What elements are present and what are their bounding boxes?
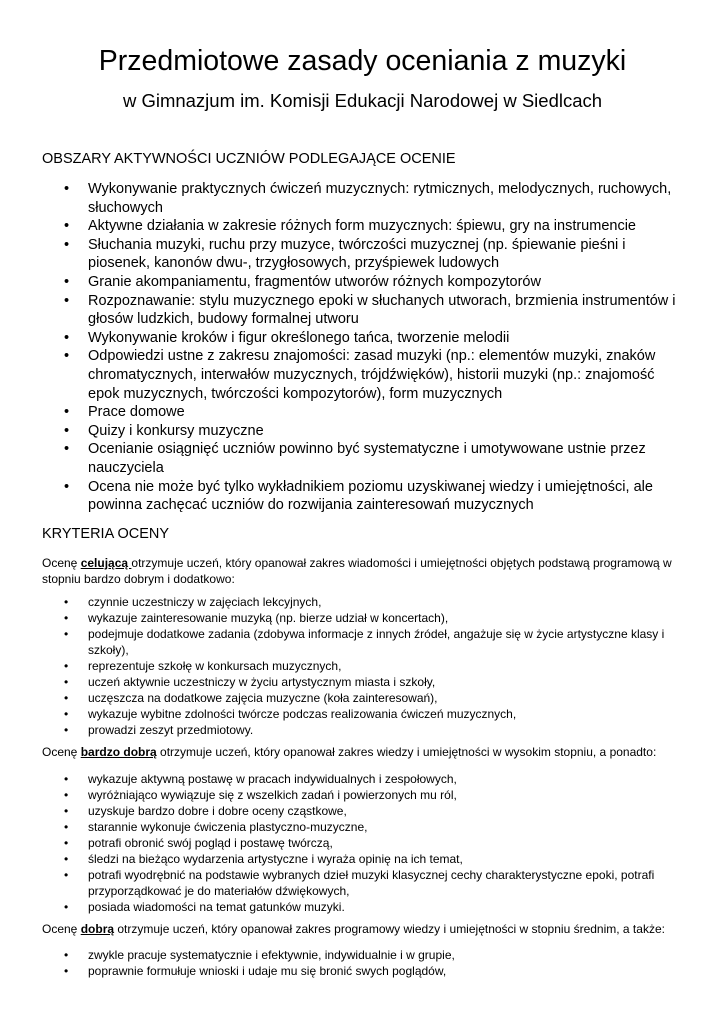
- grade-celujaca-criteria: [0, 594, 725, 738]
- list-item: • potrafi wyodrębnić na podstawie wybranych dzieł muzyki klasycznej cechy charakterystyczne epoki, potrafi przyporządkować je do materiałów dźwiękowych,: [0, 867, 725, 899]
- grade-prefix: Ocenę: [42, 922, 81, 936]
- list-item: • wykazuje aktywną postawę w pracach indywidualnych i zespołowych,: [0, 771, 725, 787]
- list-item: • Ocenianie osiągnięć uczniów powinno być systematyczne i umotywowane ustnie przez nauczyciela: [0, 440, 725, 477]
- list-item: • starannie wykonuje ćwiczenia plastyczno-muzyczne,: [0, 819, 725, 835]
- list-item: • Granie akompaniamentu, fragmentów utworów różnych kompozytorów: [0, 273, 725, 292]
- list-item: • prowadzi zeszyt przedmiotowy.: [0, 722, 725, 738]
- list-item: • uzyskuje bardzo dobre i dobre oceny cząstkowe,: [0, 803, 725, 819]
- list-item: • Wykonywanie praktycznych ćwiczeń muzycznych: rytmicznych, melodycznych, ruchowych, słuchowych: [0, 180, 725, 217]
- section-heading-kryteria: KRYTERIA OCENY: [42, 526, 170, 542]
- list-item: • Rozpoznawanie: stylu muzycznego epoki w słuchanych utworach, brzmienia instrumentów i głosów ludzkich, budowy formalnej utworu: [0, 292, 725, 329]
- list-item: • wyróżniająco wywiązuje się z wszelkich zadań i powierzonych mu ról,: [0, 787, 725, 803]
- grade-dobra-criteria: [0, 947, 725, 979]
- grade-description: otrzymuje uczeń, który opanował zakres programowy wiedzy i umiejętności w stopniu średnim, a także:: [114, 922, 665, 936]
- list-item: • Odpowiedzi ustne z zakresu znajomości: zasad muzyki (np.: elementów muzyki, znaków chromatycznych, interwałów muzycznych, trójdźwięków), historii muzyki (np.: znajomość epok muzycznych, twórczości kompozytorów), form muzycznych: [0, 347, 725, 403]
- list-item: • śledzi na bieżąco wydarzenia artystyczne i wyraża opinię na ich temat,: [0, 851, 725, 867]
- grade-prefix: Ocenę: [42, 745, 81, 759]
- list-item: • Quizy i konkursy muzyczne: [0, 422, 725, 441]
- list-item: • Aktywne działania w zakresie różnych form muzycznych: śpiewu, gry na instrumencie: [0, 217, 725, 236]
- grade-bardzo-dobra-criteria: [0, 771, 725, 915]
- list-item: • potrafi obronić swój pogląd i postawę twórczą,: [0, 835, 725, 851]
- list-item: • reprezentuje szkołę w konkursach muzycznych,: [0, 658, 725, 674]
- document-title: Przedmiotowe zasady oceniania z muzyki: [98, 45, 627, 77]
- activity-areas-list: [0, 180, 725, 515]
- list-item: • wykazuje zainteresowanie muzyką (np. bierze udział w koncertach),: [0, 610, 725, 626]
- document-subtitle: w Gimnazjum im. Komisji Edukacji Narodowej w Siedlcach: [122, 90, 603, 111]
- grade-prefix: Ocenę: [42, 556, 81, 570]
- list-item: • zwykle pracuje systematycznie i efektywnie, indywidualnie i w grupie,: [0, 947, 725, 963]
- list-item: • uczeń aktywnie uczestniczy w życiu artystycznym miasta i szkoły,: [0, 674, 725, 690]
- list-item: • Prace domowe: [0, 403, 725, 422]
- section-heading-obszary: OBSZARY AKTYWNOŚCI UCZNIÓW PODLEGAJĄCE OCENIE: [42, 151, 456, 167]
- list-item: • poprawnie formułuje wnioski i udaje mu się bronić swych poglądów,: [0, 963, 725, 979]
- list-item: • czynnie uczestniczy w zajęciach lekcyjnych,: [0, 594, 725, 610]
- grade-name-celujaca: celującą: [80, 556, 132, 570]
- grade-bardzo-dobra-intro: [42, 744, 692, 760]
- grade-dobra-intro: [42, 921, 692, 937]
- grade-celujaca-intro: [42, 555, 692, 587]
- grade-name-bardzo-dobra: bardzo dobrą: [80, 745, 157, 759]
- grade-description: otrzymuje uczeń, który opanował zakres wiedzy i umiejętności w wysokim stopniu, a ponadto:: [156, 745, 657, 759]
- list-item: • Wykonywanie kroków i figur określonego tańca, tworzenie melodii: [0, 329, 725, 348]
- grade-name-dobra: dobrą: [80, 922, 115, 936]
- list-item: • wykazuje wybitne zdolności twórcze podczas realizowania ćwiczeń muzycznych,: [0, 706, 725, 722]
- list-item: • posiada wiadomości na temat gatunków muzyki.: [0, 899, 725, 915]
- list-item: • Słuchania muzyki, ruchu przy muzyce, twórczości muzycznej (np. śpiewanie pieśni i piosenek, kanonów dwu-, trzygłosowych, przyśpiewek ludowych: [0, 236, 725, 273]
- list-item: • podejmuje dodatkowe zadania (zdobywa informacje z innych źródeł, angażuje się w życie artystyczne klasy i szkoły),: [0, 626, 725, 658]
- list-item: • Ocena nie może być tylko wykładnikiem poziomu uzyskiwanej wiedzy i umiejętności, ale powinna zachęcać uczniów do rozwijania zainteresowań muzycznych: [0, 478, 725, 515]
- grade-description: otrzymuje uczeń, który opanował zakres wiadomości i umiejętności objętych podstawą programową w stopniu bardzo dobrym i dodatkowo:: [42, 556, 672, 586]
- list-item: • uczęszcza na dodatkowe zajęcia muzyczne (koła zainteresowań),: [0, 690, 725, 706]
